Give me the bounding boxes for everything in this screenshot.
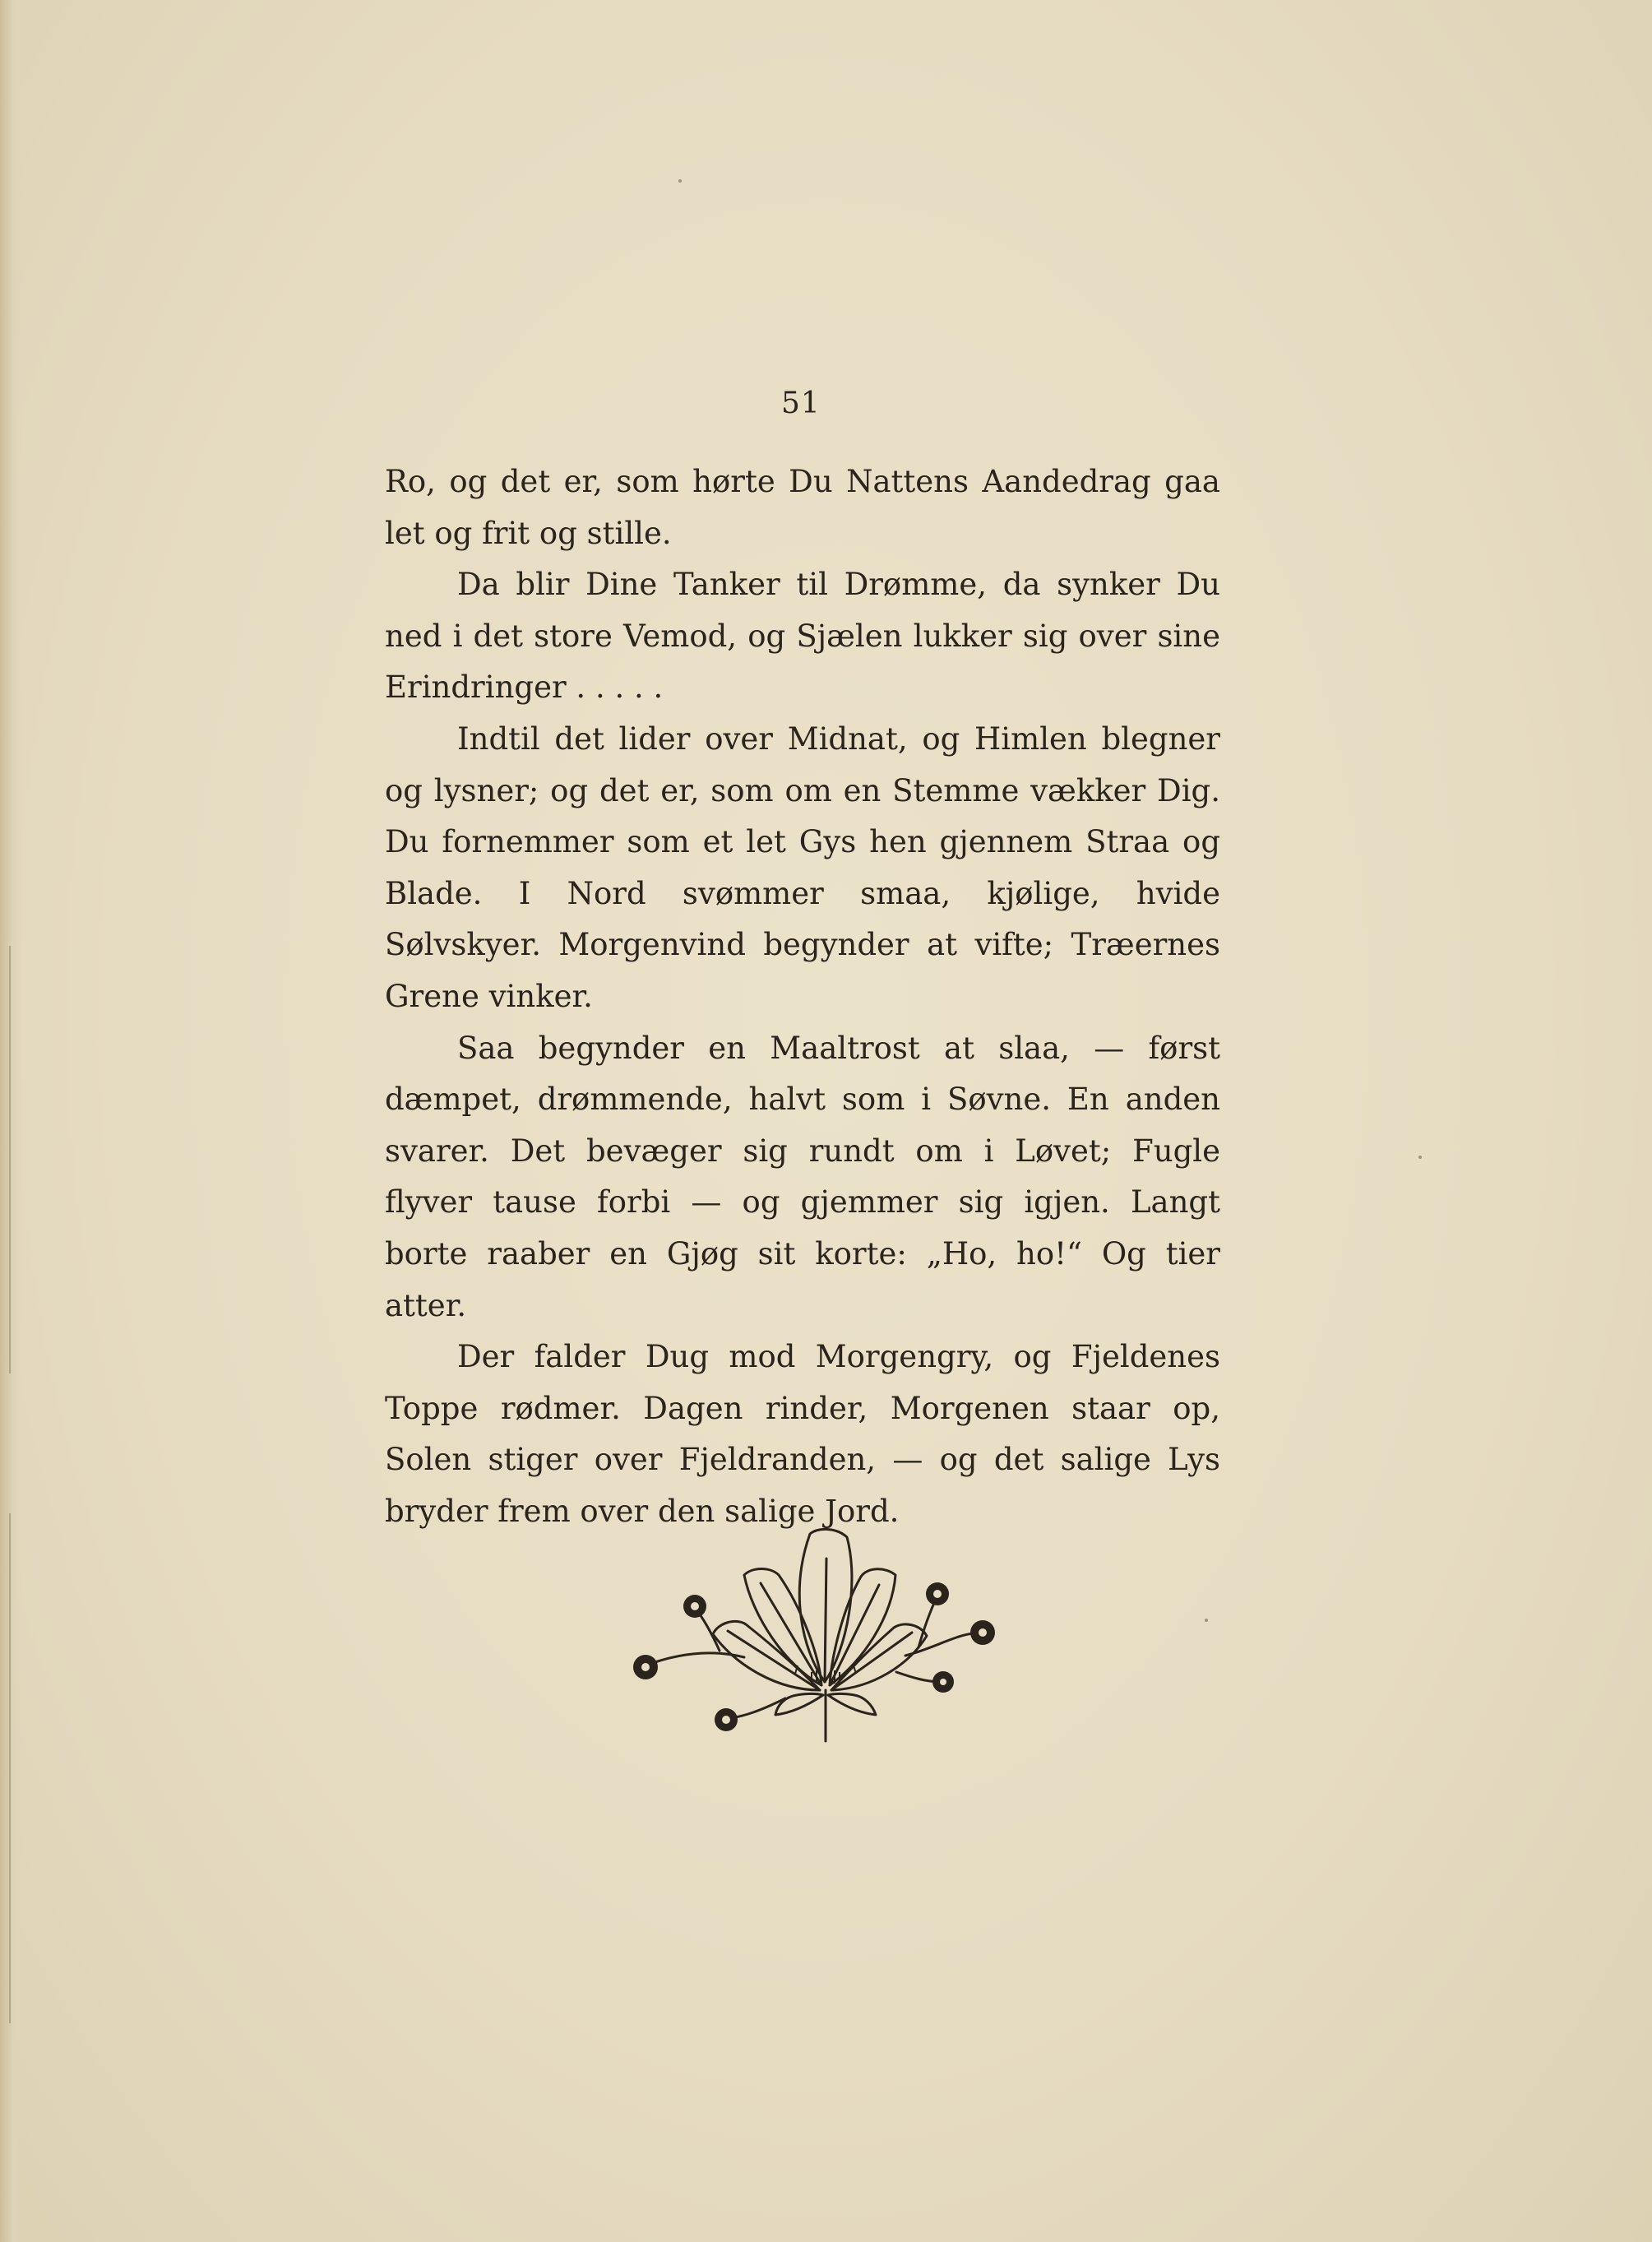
- paper-speck: [1205, 1619, 1208, 1622]
- body-text: [385, 456, 1220, 1537]
- page-number: 51: [781, 387, 821, 420]
- binding-mark: [9, 946, 11, 1373]
- paper-speck: [1418, 1156, 1422, 1159]
- paragraph: Ro, og det er, som hørte Du Nattens Aandedrag gaa let og frit og stille.: [385, 464, 1220, 551]
- paragraph: Der falder Dug mod Morgengry, og Fjeldenes Toppe rødmer. Dagen rinder, Morgenen staar op, Solen stiger over Fjeldranden, — og det salige Lys bryder frem over den salige Jord.: [385, 1339, 1220, 1529]
- paragraph: Da blir Dine Tanker til Drømme, da synker Du ned i det store Vemod, og Sjælen lukker sig over sine Erindringer . . . . .: [385, 567, 1220, 706]
- paper-speck: [678, 179, 682, 183]
- paragraph: Saa begynder en Maaltrost at slaa, — først dæmpet, drømmende, halvt som i Søvne. En anden svarer. Det bevæger sig rundt om i Løvet; Fugle flyver tause forbi — og gjemmer sig igjen. Langt borte raaber en Gjøg sit korte: „Ho, ho!“ Og tier atter.: [385, 1030, 1220, 1323]
- page-binding-edge: [0, 0, 21, 2242]
- chestnut-ornament-icon: [621, 1526, 1016, 1744]
- binding-mark: [9, 1513, 11, 2023]
- paragraph: Indtil det lider over Midnat, og Himlen blegner og lysner; og det er, som om en Stemme vækker Dig. Du fornemmer som et let Gys hen gjennem Straa og Blade. I Nord svømmer smaa, kjølige, hvide Sølvskyer. Morgenvind begynder at vifte; Træernes Grene vinker.: [385, 720, 1220, 1014]
